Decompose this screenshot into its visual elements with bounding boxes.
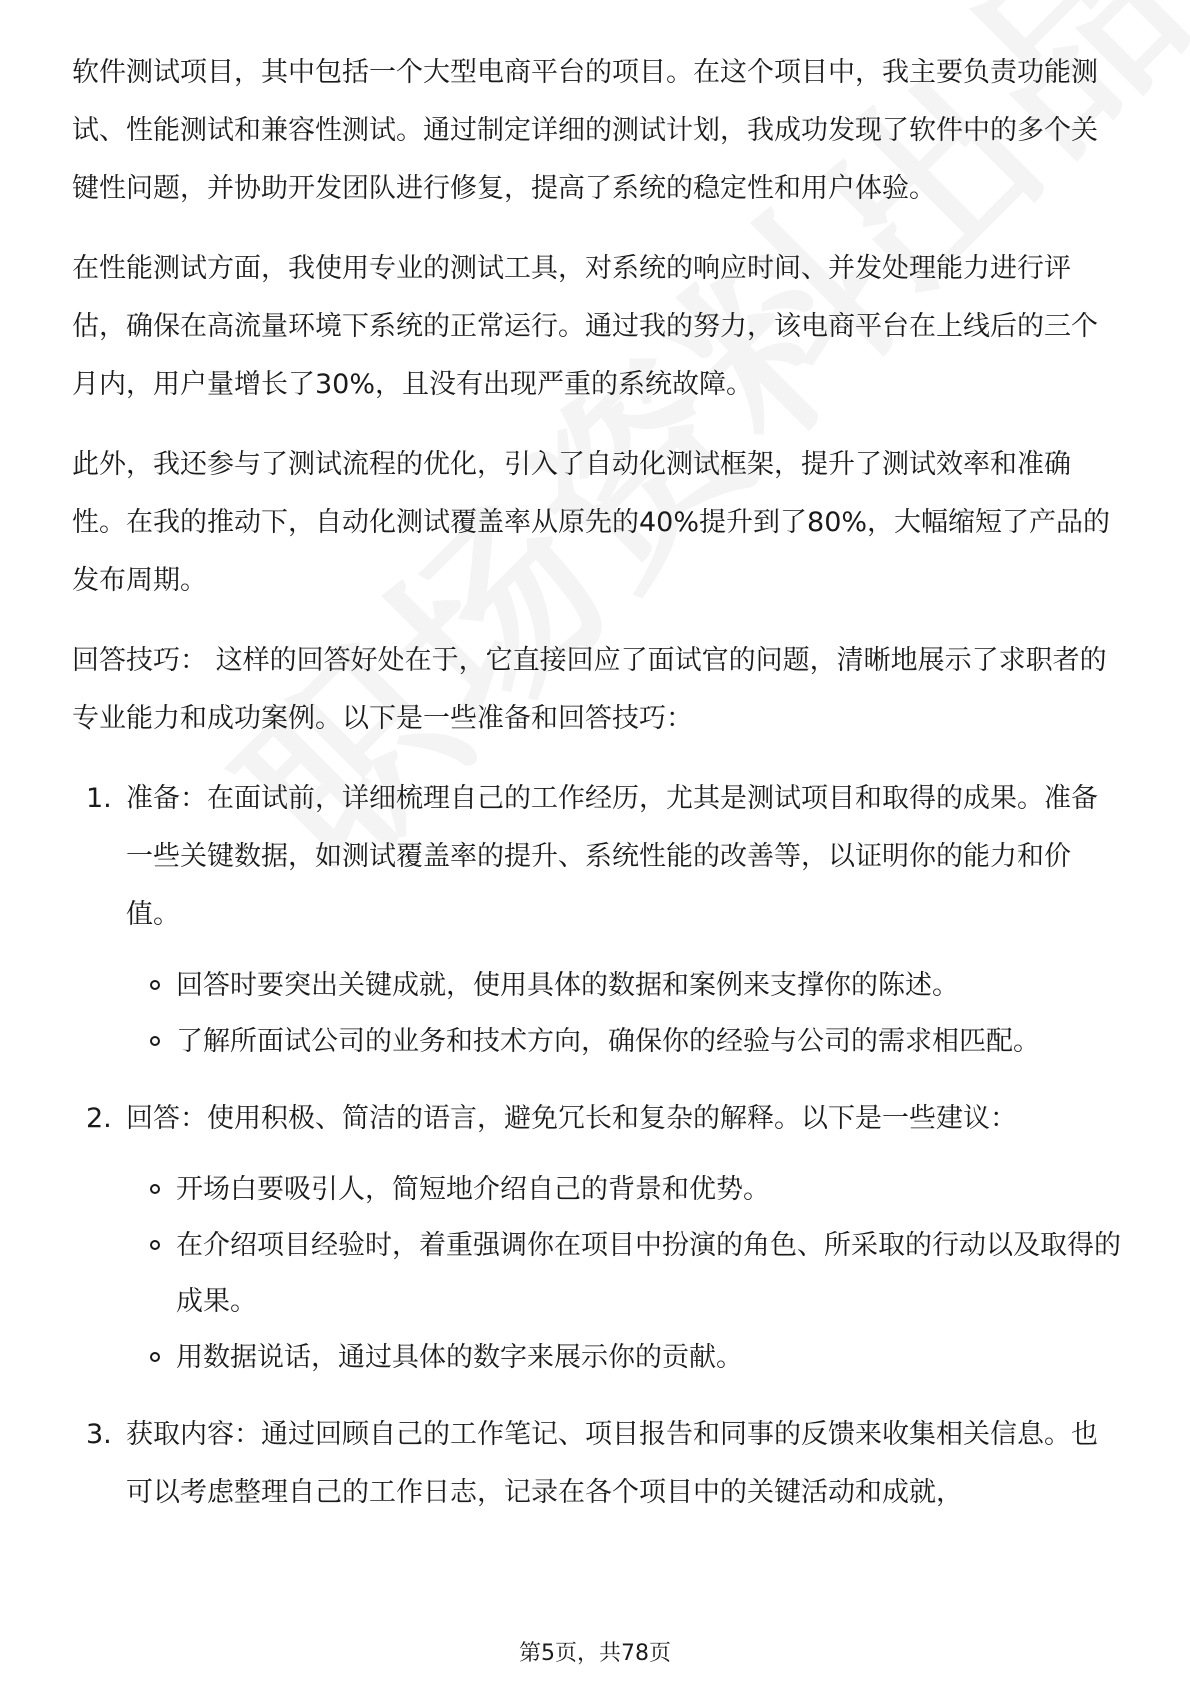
bullet-item	[126, 1218, 1122, 1330]
list-number: 1.	[86, 783, 112, 814]
paragraph: 软件测试项目，其中包括一个大型电商平台的项目。在这个项目中，我主要负责功能测试、性能测试和兼容性测试。通过制定详细的测试计划，我成功发现了软件中的多个关键性问题，并协助开发团队进行修复，提高了系统的稳定性和用户体验。	[72, 57, 1098, 204]
list-item-text: 获取内容：通过回顾自己的工作笔记、项目报告和同事的反馈来收集相关信息。也可以考虑整理自己的工作日志，记录在各个项目中的关键活动和成就，	[126, 1419, 1098, 1508]
bullet-text: 用数据说话，通过具体的数字来展示你的贡献。	[176, 1342, 743, 1373]
circle-bullet-icon	[150, 1036, 160, 1046]
bullet-text: 了解所面试公司的业务和技术方向，确保你的经验与公司的需求相匹配。	[176, 1026, 1040, 1057]
circle-bullet-icon	[150, 1352, 160, 1362]
list-item-text: 准备：在面试前，详细梳理自己的工作经历，尤其是测试项目和取得的成果。准备一些关键数据，如测试覆盖率的提升、系统性能的改善等，以证明你的能力和价值。	[126, 783, 1098, 930]
paragraph: 回答技巧： 这样的回答好处在于，它直接回应了面试官的问题，清晰地展示了求职者的专业能力和成功案例。以下是一些准备和回答技巧：	[72, 645, 1107, 734]
bullet-list	[126, 958, 1122, 1070]
list-item	[72, 770, 1122, 1070]
paragraph: 在性能测试方面，我使用专业的测试工具，对系统的响应时间、并发处理能力进行评估，确保在高流量环境下系统的正常运行。通过我的努力，该电商平台在上线后的三个月内，用户量增长了30%，且没有出现严重的系统故障。	[72, 253, 1098, 400]
circle-bullet-icon	[150, 1240, 160, 1250]
bullet-text: 在介绍项目经验时，着重强调你在项目中扮演的角色、所采取的行动以及取得的成果。	[176, 1230, 1121, 1317]
bullet-text: 开场白要吸引人，简短地介绍自己的背景和优势。	[176, 1174, 770, 1205]
list-item	[72, 1406, 1122, 1522]
bullet-item	[126, 958, 1122, 1014]
circle-bullet-icon	[150, 980, 160, 990]
bullet-text: 回答时要突出关键成就，使用具体的数据和案例来支撑你的陈述。	[176, 970, 959, 1001]
circle-bullet-icon	[150, 1184, 160, 1194]
page-footer: 第5页，共78页	[519, 1641, 671, 1666]
bullet-item	[126, 1330, 1122, 1386]
list-item-text: 回答：使用积极、简洁的语言，避免冗长和复杂的解释。以下是一些建议：	[126, 1103, 1017, 1134]
numbered-list	[72, 770, 1122, 1522]
list-number: 2.	[86, 1103, 112, 1134]
document-body	[72, 44, 1122, 1542]
list-number: 3.	[86, 1419, 112, 1450]
bullet-item	[126, 1162, 1122, 1218]
bullet-item	[126, 1014, 1122, 1070]
paragraph: 此外，我还参与了测试流程的优化，引入了自动化测试框架，提升了测试效率和准确性。在我的推动下，自动化测试覆盖率从原先的40%提升到了80%，大幅缩短了产品的发布周期。	[72, 449, 1111, 596]
bullet-list	[126, 1162, 1122, 1386]
list-item	[72, 1090, 1122, 1386]
